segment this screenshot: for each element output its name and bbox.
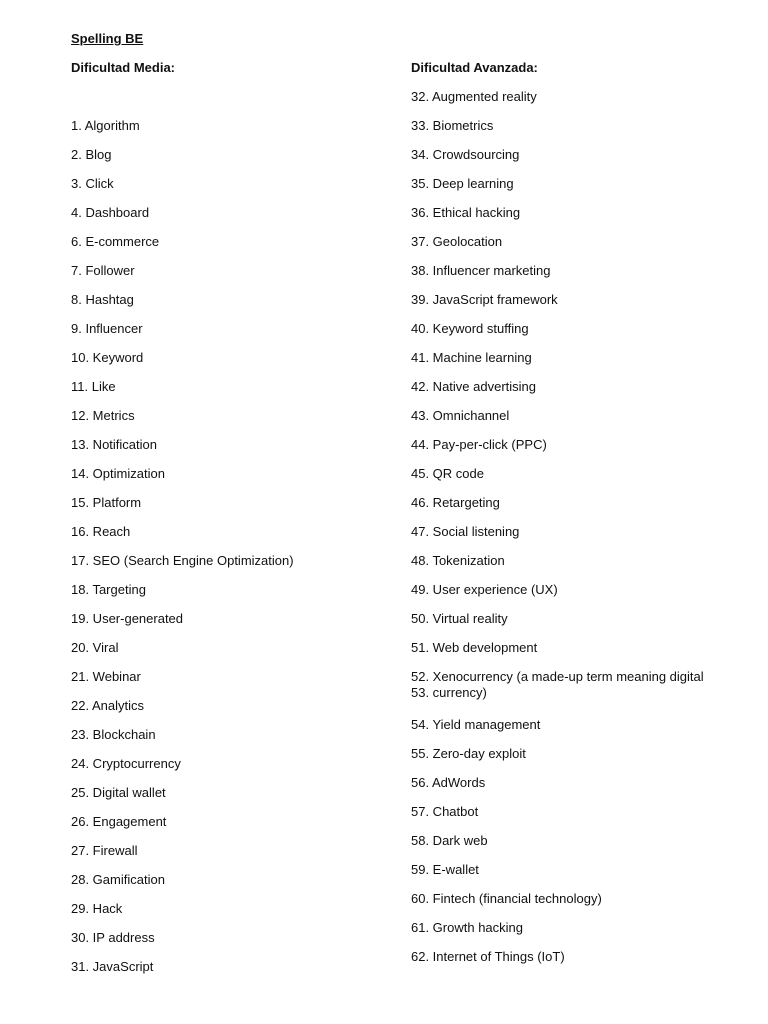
list-item: 35. Deep learning [411, 176, 514, 191]
medium-word-list [71, 118, 391, 988]
list-item: 18. Targeting [71, 582, 146, 597]
list-item: 42. Native advertising [411, 379, 537, 394]
list-item: 11. Like [71, 379, 116, 394]
list-item: 17. SEO (Search Engine Optimization) [71, 553, 294, 568]
list-item: 27. Firewall [71, 843, 138, 858]
heading-advanced-difficulty: Dificultad Avanzada: [411, 60, 538, 75]
list-item: 47. Social listening [411, 524, 520, 539]
list-item: 61. Growth hacking [411, 920, 524, 935]
list-item: 15. Platform [71, 495, 142, 510]
list-item: 62. Internet of Things (IoT) [411, 949, 565, 964]
heading-medium-difficulty: Dificultad Media: [71, 60, 176, 75]
list-item: 58. Dark web [411, 833, 488, 848]
list-item: 34. Crowdsourcing [411, 147, 520, 162]
list-item: 50. Virtual reality [411, 611, 508, 626]
list-item: 13. Notification [71, 437, 157, 452]
list-item: 21. Webinar [71, 669, 141, 684]
list-item: 12. Metrics [71, 408, 135, 423]
list-item: 16. Reach [71, 524, 131, 539]
list-item: 30. IP address [71, 930, 155, 945]
list-item: 8. Hashtag [71, 292, 134, 307]
list-item: 29. Hack [71, 901, 123, 916]
list-item: 59. E-wallet [411, 862, 479, 877]
list-item: 48. Tokenization [411, 553, 505, 568]
list-item-text: 52. Xenocurrency (a made-up term meaning digital [411, 669, 704, 684]
list-item: 60. Fintech (financial technology) [411, 891, 602, 906]
list-item: 24. Cryptocurrency [71, 756, 181, 771]
list-item: 55. Zero-day exploit [411, 746, 526, 761]
list-item: 36. Ethical hacking [411, 205, 521, 220]
list-item: 32. Augmented reality [411, 89, 537, 104]
list-item-text: 53. currency) [411, 685, 487, 700]
list-item: 14. Optimization [71, 466, 165, 481]
list-item: 40. Keyword stuffing [411, 321, 529, 336]
document-title: Spelling BE [71, 31, 144, 46]
list-item: 22. Analytics [71, 698, 144, 713]
list-item: 33. Biometrics [411, 118, 494, 133]
list-item: 10. Keyword [71, 350, 144, 365]
list-item: 41. Machine learning [411, 350, 532, 365]
list-item: 37. Geolocation [411, 234, 503, 249]
list-item: 56. AdWords [411, 775, 486, 790]
list-item: 23. Blockchain [71, 727, 156, 742]
list-item: 26. Engagement [71, 814, 167, 829]
list-item: 44. Pay-per-click (PPC) [411, 437, 547, 452]
advanced-word-list [411, 89, 731, 978]
list-item: 20. Viral [71, 640, 119, 655]
list-item: 6. E-commerce [71, 234, 160, 249]
list-item: 43. Omnichannel [411, 408, 510, 423]
list-item: 46. Retargeting [411, 495, 500, 510]
list-item: 54. Yield management [411, 717, 541, 732]
list-item: 19. User-generated [71, 611, 184, 626]
list-item: 4. Dashboard [71, 205, 150, 220]
list-item: 9. Influencer [71, 321, 143, 336]
list-item: 49. User experience (UX) [411, 582, 558, 597]
list-item: 31. JavaScript [71, 959, 154, 974]
list-item: 2. Blog [71, 147, 112, 162]
list-item: 28. Gamification [71, 872, 165, 887]
list-item: 1. Algorithm [71, 118, 140, 133]
list-item: 39. JavaScript framework [411, 292, 558, 307]
list-item: 7. Follower [71, 263, 135, 278]
list-item: 51. Web development [411, 640, 538, 655]
list-item: 3. Click [71, 176, 114, 191]
list-item: 57. Chatbot [411, 804, 479, 819]
list-item: 38. Influencer marketing [411, 263, 551, 278]
list-item: 45. QR code [411, 466, 484, 481]
list-item [411, 669, 731, 717]
list-item: 25. Digital wallet [71, 785, 166, 800]
